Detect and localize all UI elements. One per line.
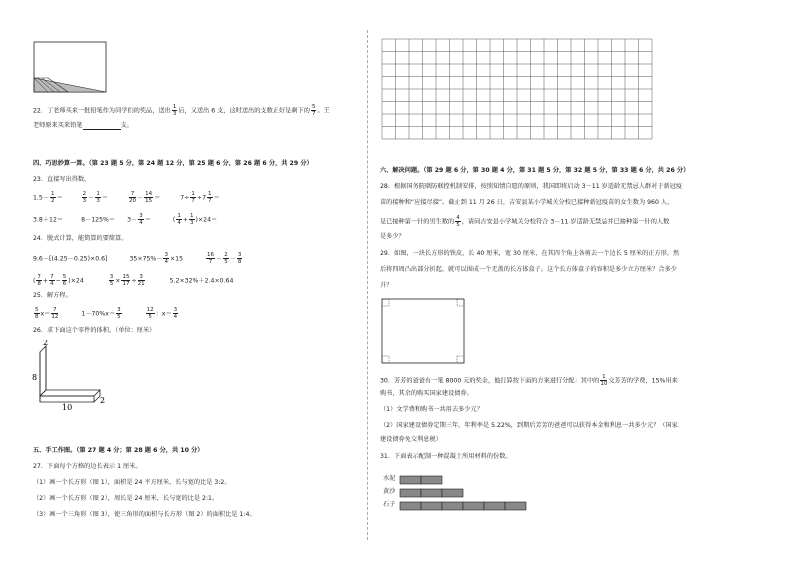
q28-line1: 28．根据国务院联防联控机制安排，按照知情自愿的原则，我国即将启动 3－11 岁适龄无禁忌人群对于新冠疫 [380, 183, 683, 190]
q31-part-block [442, 502, 463, 510]
section5-title: 五、手工作图。（第 27 题 4 分；第 28 题 6 分，共 10 分） [33, 447, 204, 454]
q24-row1: 9.6－[(4.25－0.25)×0.6] 35×75%－ $\frac{3}{4}$ ×15 $\frac{16}{7}$ － $\frac{2}{5}$ － $\frac{3}{8}$ [33, 252, 242, 265]
q25-row: $\frac{5}{8}$ x＝ $\frac{7}{12}$ 1－70%x＝ $\frac{3}{5}$ $\frac{12}{5}$ ：x＝ $\frac{3}{4}$ [35, 307, 178, 320]
q27-item-3: （3）画一个三角形（图 3），使三角形的面积与长方形（图 2）的面积比是 1:4。 [33, 511, 256, 518]
q31-label-cement: 水泥 [383, 475, 396, 482]
q28-line3: 是已接种第一针的男生数的 $\frac{4}{5}$ ，请问吉安县小学城关分校符合 3－11 岁适龄无禁忌并已接种第一针的人数 [380, 215, 670, 228]
q22-text-b: 后，又送出 6 支，这时送出的支数正好是剩下的 [178, 107, 310, 115]
q22-frac1: $\frac{1}{3}$ [172, 104, 177, 117]
q29-line3: 升？ [380, 282, 393, 289]
q24-title: 24．脱式计算，能简算的要简算。 [33, 235, 128, 242]
q27-item-1: （1）画一个长方形（图 1），面积是 24 平方厘米，长与宽的比是 3:2。 [33, 479, 231, 486]
q22-text-c: 。王 [317, 107, 330, 115]
q22-line2 [33, 122, 133, 130]
q30-line2: 购书，其余的购买国家建设债券。 [380, 390, 473, 397]
q31-part-block [442, 489, 463, 497]
q31-part-block [400, 502, 421, 510]
q30-s2b: 建设债券免交利息税） [380, 436, 442, 443]
q22-line2-a: 老师原来买来铅笔 [33, 122, 83, 129]
q30-s1: （1）文学费和购书一共用去多少元？ [380, 406, 483, 413]
q26-dim-length: 10 [62, 403, 73, 410]
q31-label-sand: 黄沙 [383, 488, 396, 495]
q26-dim-top: 2 [43, 340, 49, 347]
q31-part-block [400, 489, 421, 497]
q31-part-block [505, 502, 526, 510]
q26-title: 26．求下面这个零件的体积。（单位：厘米） [33, 327, 156, 334]
q31-title: 31．下面表示配制一种混凝土所用材料的份数。 [380, 453, 512, 460]
q26-dim-height: 8 [32, 373, 38, 382]
q29-line1: 29．如图，一块长方形的铁皮，长 40 厘米，宽 30 厘米，在其四个角上各剪去一个边长 5 厘米的正方形，然 [380, 250, 680, 257]
q21-figure [28, 38, 108, 98]
q31-strip-diagram [398, 474, 538, 514]
q31-part-block [421, 476, 442, 484]
q22-line2-b: 支。 [120, 122, 133, 129]
q22-frac2: $\frac{5}{7}$ [311, 104, 316, 117]
q31-part-block [484, 502, 505, 510]
page-divider [367, 30, 368, 540]
q22-line1 [33, 104, 330, 117]
section6-title: 六、解决问题。（第 29 题 6 分，第 30 题 4 分，第 31 题 5 分，第 32 题 5 分，第 33 题 6 分，共 26 分） [380, 167, 690, 174]
q25-title: 25．解方程。 [33, 292, 72, 299]
q22-text-a: 22．丁老师买来一批铅笔作为同学们的奖品，送出 [33, 107, 171, 115]
q27-item-2: （2）画一个长方形（图 2），周长是 24 厘米，长与宽的比是 2:1。 [33, 495, 219, 502]
q31-part-block [421, 489, 442, 497]
q31-label-stone: 石子 [383, 501, 396, 508]
q29-figure [380, 297, 466, 365]
q23-row1: 1.5－ $\frac{1}{2}$ ＝ $\frac{2}{3}$ － $\frac{1}{3}$ ＝ $\frac{7}{20}$ － $\frac{14}{15}$ ＝ 7÷ $\frac{1}{7}$ ÷7 $\frac{1}{7}$ ＝ [33, 191, 220, 204]
q30-frac: $\frac{1}{10}$ [600, 374, 608, 387]
q30-s2a: （2）国家建设债券定期三年，年利率是 5.22%，到期后芳芳的爸爸可以获得本金和利息一共多少元？（国家 [380, 422, 678, 429]
q31-part-block [400, 476, 421, 484]
q27-drawing-grid[interactable] [380, 37, 660, 141]
q23-title: 23．直接写出得数。 [33, 176, 91, 183]
q31-part-block [463, 502, 484, 510]
q31-part-block [421, 502, 442, 510]
section4-title: 四、巧思妙算一算。（第 23 题 5 分，第 24 题 12 分，第 25 题 6 分，第 26 题 6 分，共 29 分） [33, 160, 313, 167]
q26-figure [30, 340, 110, 410]
q28-line2: 苗的接种和“应接尽接”。截止到 11 月 26 日，吉安县某小学城关分校已接种新冠疫苗的女生数为 960 人， [380, 199, 674, 206]
q29-line2: 后将四周凸出部分折起，就可以围成一个无盖的长方体盒子。这个长方体盒子的容积是多少立方厘米？合多少 [380, 266, 677, 273]
q22-answer-blank[interactable] [83, 123, 121, 130]
q30-line1: 30．芳芳的爸爸有一笔 8000 元的奖金，他打算按下面的方案进行分配：其中的 $\frac{1}{10}$ 交芳芳的学费，15%用来 [380, 374, 678, 387]
q23-row2: 3.8＋12＝ 8－125%＝ 3－ $\frac{3}{4}$ ＝ ( $\frac{1}{4}$ + $\frac{1}{3}$ )×24＝ [33, 213, 218, 226]
q27-title: 27．下面每个方格的边长表示 1 厘米。 [33, 463, 142, 470]
q24-row2: ( $\frac{7}{8}$ + $\frac{7}{4}$ − $\frac{5}{6}$ )×24 $\frac{3}{5}$ × $\frac{15}{17}$ ÷ $\frac{3}{21}$ 5.2×32%＋2.4×0.64 [33, 274, 234, 287]
q28-frac: $\frac{4}{5}$ [456, 215, 460, 228]
q28-line4: 是多少？ [380, 233, 405, 240]
q26-dim-side: 2 [100, 396, 106, 405]
